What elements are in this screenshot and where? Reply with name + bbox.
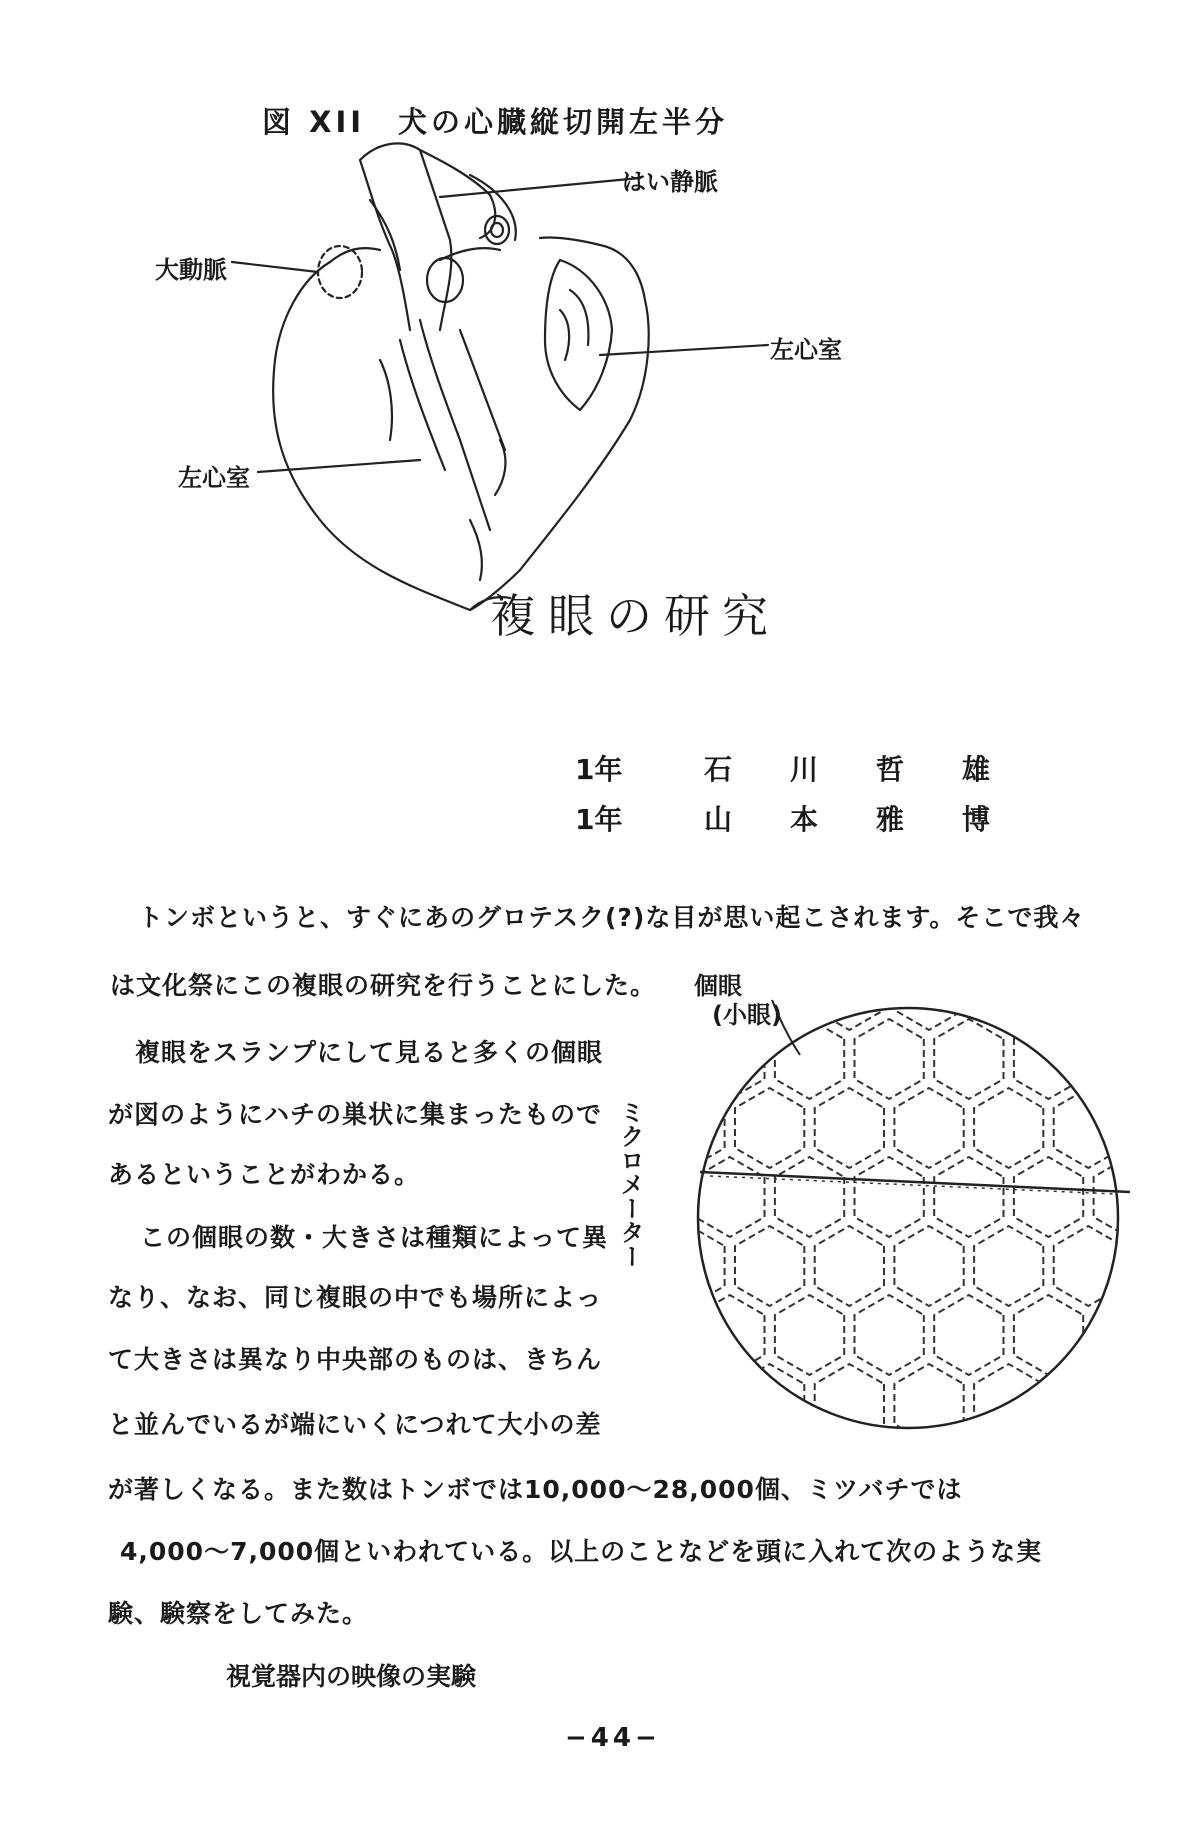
author-name-char: 雅 <box>875 803 904 836</box>
paragraph-line: 験、験察をしてみた。 <box>108 1599 369 1628</box>
author-name-char: 山 <box>703 803 732 836</box>
ommatidium-hexagon <box>1014 1157 1083 1237</box>
ommatidium-hexagon <box>894 1226 963 1306</box>
ommatidium-hexagon <box>1054 1088 1123 1168</box>
author-name-char: 博 <box>961 803 990 836</box>
ommatidium-hexagon <box>576 1640 645 1720</box>
label-aorta: 大動脈 <box>155 256 227 284</box>
ommatidium-hexagon <box>616 1295 685 1375</box>
author-name-char: 雄 <box>961 753 990 786</box>
compound-eye-drawing <box>576 881 1200 1789</box>
ommatidium-hexagon <box>1094 881 1163 961</box>
ommatidium-hexagon <box>1014 1571 1083 1651</box>
page-number: −44− <box>565 1723 661 1753</box>
author-line-2 <box>575 798 1019 838</box>
label-pulmonary-vein: はい静脈 <box>622 168 718 196</box>
ommatidium-hexagon <box>695 1019 764 1099</box>
ommatidium-hexagon <box>855 1571 924 1651</box>
ommatidium-hexagon <box>1173 1295 1200 1375</box>
ommatidium-hexagon <box>735 1088 804 1168</box>
ommatidium-hexagon <box>775 1571 844 1651</box>
ommatidium-hexagon <box>934 1019 1003 1099</box>
author-name-char: 石 <box>703 753 732 786</box>
ommatidium-hexagon <box>815 1226 884 1306</box>
paragraph-line: 4,000〜7,000個といわれている。以上のことなどを頭に入れて次のような実 <box>120 1537 1043 1566</box>
author-name-char: 本 <box>789 803 818 836</box>
author-grade: 1年 <box>575 753 623 786</box>
label-left-ventricle-left: 左心室 <box>178 464 250 492</box>
article-title: 複眼の研究 <box>490 589 780 643</box>
dog-heart-drawing <box>232 143 768 610</box>
ommatidium-hexagon <box>894 1640 963 1720</box>
ommatidium-hexagon <box>815 1364 884 1444</box>
ommatidium-hexagon <box>1014 1433 1083 1513</box>
paragraph-line: トンボというと、すぐにあのグロテスク(?)な目が思い起こされます。そこで我々 <box>138 903 1086 932</box>
ommatidium-hexagon <box>855 1157 924 1237</box>
ommatidium-hexagon <box>1133 1088 1200 1168</box>
ommatidium-hexagon <box>1094 1019 1163 1099</box>
ommatidium-hexagon <box>655 1640 724 1720</box>
ommatidium-hexagon <box>775 1709 844 1789</box>
ommatidium-hexagon <box>1133 1226 1200 1306</box>
ommatidium-hexagon <box>616 1019 685 1099</box>
ommatidium-hexagon <box>775 1157 844 1237</box>
ommatidium-hexagon <box>894 1088 963 1168</box>
ommatidium-hexagon <box>894 1364 963 1444</box>
ommatidium-hexagon <box>815 950 884 1030</box>
figure-title: 図 XII 犬の心臓縦切開左半分 <box>262 105 729 139</box>
ommatidium-hexagon <box>775 1295 844 1375</box>
label-ommatidium: 個眼 <box>694 972 742 1000</box>
label-left-ventricle-right: 左心室 <box>770 336 842 364</box>
ommatidium-hexagon <box>1173 1157 1200 1237</box>
label-micrometer: ミクロメーター <box>616 1100 644 1268</box>
ommatidium-hexagon <box>1173 1571 1200 1651</box>
subheading: 視覚器内の映像の実験 <box>226 1662 477 1691</box>
ommatidium-hexagon <box>655 1088 724 1168</box>
ommatidium-hexagon <box>1054 1640 1123 1720</box>
ommatidium-hexagon <box>1173 1019 1200 1099</box>
ommatidium-hexagon <box>855 1295 924 1375</box>
ommatidium-hexagon <box>815 1088 884 1168</box>
paragraph-line: は文化祭にこの複眼の研究を行うことにした。 <box>110 971 657 1000</box>
ommatidium-hexagon <box>1094 1295 1163 1375</box>
ommatidium-hexagon <box>695 1157 764 1237</box>
ommatidium-hexagon <box>1094 1157 1163 1237</box>
paragraph-line: と並んでいるが端にいくにつれて大小の差 <box>108 1410 602 1439</box>
paragraph-line: が図のようにハチの巣状に集まったもので <box>108 1100 603 1129</box>
ommatidium-hexagon <box>934 1157 1003 1237</box>
ommatidium-hexagon <box>1054 950 1123 1030</box>
ommatidium-hexagon <box>695 1709 764 1789</box>
ommatidium-hexagon <box>815 1640 884 1720</box>
paragraph-line: あるということがわかる。 <box>108 1160 421 1189</box>
ommatidium-hexagon <box>1094 1571 1163 1651</box>
ommatidium-hexagon <box>1054 1364 1123 1444</box>
ommatidium-hexagon <box>934 1709 1003 1789</box>
ommatidium-hexagon <box>1014 1295 1083 1375</box>
paragraph-line: 複眼をスランプにして見ると多くの個眼 <box>135 1038 604 1067</box>
ommatidium-hexagon <box>1173 1709 1200 1789</box>
author-grade: 1年 <box>575 803 623 836</box>
ommatidium-hexagon <box>974 1226 1043 1306</box>
ommatidium-hexagon <box>934 1571 1003 1651</box>
ommatidium-hexagon <box>1133 950 1200 1030</box>
ommatidium-hexagon <box>1133 1502 1200 1582</box>
ommatidium-hexagon <box>974 1640 1043 1720</box>
ommatidium-hexagon <box>1014 1709 1083 1789</box>
ommatidium-hexagon <box>616 1571 685 1651</box>
label-small-eye: (小眼) <box>712 1001 782 1029</box>
ommatidium-hexagon <box>855 1709 924 1789</box>
paragraph-line: この個眼の数・大きさは種類によって異 <box>140 1223 609 1252</box>
ommatidium-hexagon <box>1133 1640 1200 1720</box>
ommatidium-hexagon <box>735 1640 804 1720</box>
author-name-char: 哲 <box>875 753 904 786</box>
paragraph-line: て大きさは異なり中央部のものは、きちん <box>108 1345 603 1374</box>
ommatidium-hexagon <box>1054 1502 1123 1582</box>
ommatidium-hexagon <box>974 950 1043 1030</box>
ommatidium-hexagon <box>974 1088 1043 1168</box>
ommatidium-hexagon <box>1094 1709 1163 1789</box>
ommatidium-hexagon <box>894 950 963 1030</box>
paragraph-line: が著しくなる。また数はトンボでは10,000〜28,000個、ミツバチでは <box>108 1475 963 1504</box>
ommatidium-hexagon <box>1173 881 1200 961</box>
ommatidium-hexagon <box>1173 1433 1200 1513</box>
ommatidium-hexagon <box>1133 1364 1200 1444</box>
paragraph-line: なり、なお、同じ複眼の中でも場所によっ <box>108 1283 603 1312</box>
author-line-1 <box>575 748 1019 788</box>
ommatidium-hexagon <box>695 1295 764 1375</box>
ommatidium-hexagon <box>974 1364 1043 1444</box>
ommatidium-hexagon <box>655 1226 724 1306</box>
author-name-char: 川 <box>789 753 818 786</box>
ommatidium-hexagon <box>695 1571 764 1651</box>
ommatidium-hexagon <box>655 1364 724 1444</box>
ommatidium-hexagon <box>1094 1433 1163 1513</box>
ommatidium-hexagon <box>735 1226 804 1306</box>
ommatidium-hexagon <box>855 1019 924 1099</box>
ommatidium-hexagon <box>934 1295 1003 1375</box>
